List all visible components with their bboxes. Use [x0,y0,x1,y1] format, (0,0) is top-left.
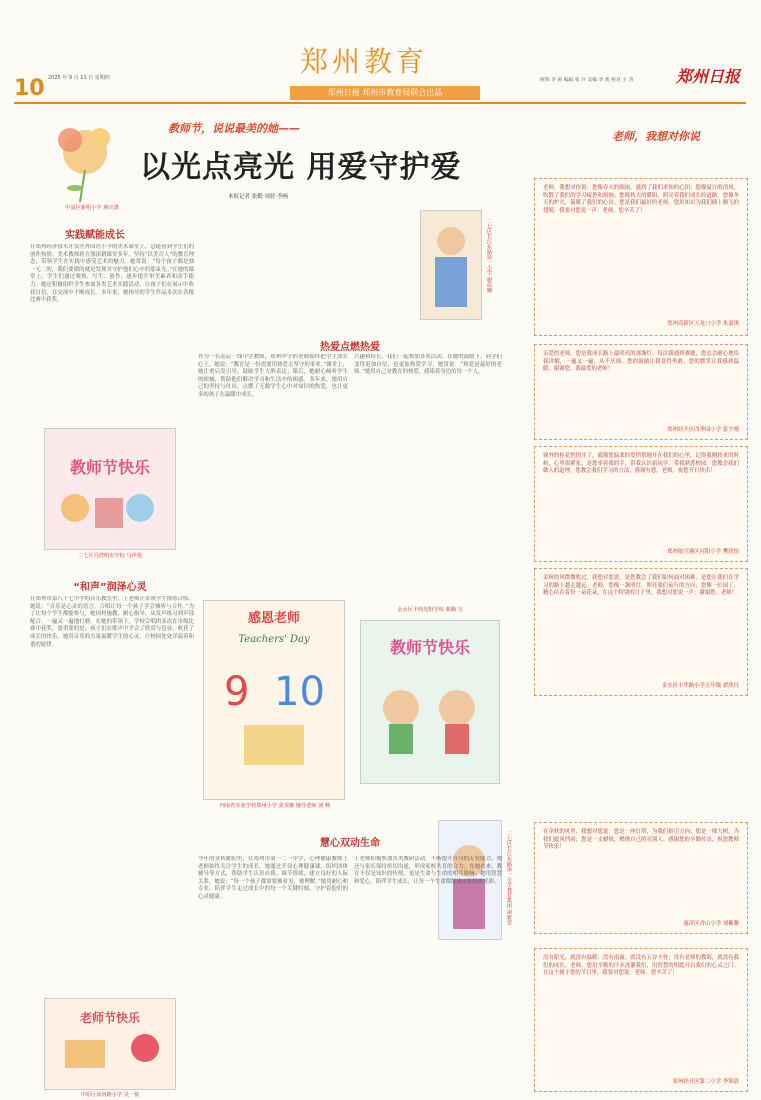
issue-date: 2025 年 9 月 11 日 星期四 [48,75,110,81]
joint-publisher: 郑州日报 郑州市教育局联合出品 [290,86,480,100]
letter-text: 亲爱的老师，您是我成长路上最明亮的那盏灯。每次我遇到难题，您总会耐心地给我讲解，一遍又一遍，从不厌烦。您的鼓励让我变得勇敢，您的微笑让我感到温暖。谢谢您，我最爱的老师！ [543,351,739,373]
article-body: 兴趣和特长，我们一起参加各类活动。在她的鼓励下，同学们变得更加自信，也更加热爱学习。她常说：“热爱是最好的老师。”她用自己对教育的热爱，感染着身边的每一个人。 [354,354,502,376]
child-drawing [203,600,345,800]
child-drawing [44,428,176,550]
drawing-text: 教师节快乐 [389,638,470,657]
article-body: 在郑州经济技术开发区外国语小学的美术课堂上，总能看到学生们的创作热情。美术教师蒋宣涤深耕课堂多年，坚持“以美育人”的教育理念，带领学生在实践中感受艺术的魅力。她常说：“每个孩子都是独一无二的，我们要做的就是发现并守护他们心中的那束光。”在她的课堂上，学生们通过观察、写生、创作，逐步提升审美素养和动手能力。她还积极组织学生参加各类艺术实践活动，让孩子们在展示中收获自信，在交流中不断成长。多年来，她指导的学生作品多次在各级比赛中获奖。 [30,244,194,304]
letter-card [534,948,748,1092]
feature-banner: 教师节，说说最美的她—— [168,122,300,135]
svg-text:10: 10 [274,669,325,715]
image-caption: 金水区丰纬光阳学校 郝腾 宝 [397,607,463,613]
letter-text: 金秋的风微微吹过，我想对您说，是您教会了我们如何面对困难，是您让我们在学习的路上越走越远。老师，您像一盏明灯，照亮我们前行的方向；您像一位园丁，精心培育着每一朵花朵。在这个特别的日子里，我想对您说一声：谢谢您，老师！ [543,575,739,597]
drawing-text: 老师节快乐 [79,1011,140,1025]
image-caption: 二七区冯湾明实学校 马伊曼 [78,553,142,559]
page-number: 10 [14,76,45,101]
section-heading: 慧心双动生命 [320,838,380,849]
letter-signature: 郑州经开区四季园小学 张宇晴 [667,427,739,433]
letter-signature: 金水区丰华路小学五年级 翟欣珏 [661,683,739,689]
letter-card [534,178,748,336]
letter-card [534,344,748,440]
section-heading: “和声”润泽心灵 [73,582,147,593]
article-body: 在郑州市第八十七中学的音乐教室里，王老师正带领学生排练合唱。她说：“音乐是心灵的语言，合唱让每一个孩子学会倾听与合作。”为了让每个学生都能参与，她因材施教，耐心指导，从发声练习到声部配合，一遍又一遍地打磨。在她的带领下，学校合唱团多次在市级比赛中获奖，更重要的是，孩子们在歌声中学会了欣赏与包容，收获了成长的快乐。她用音乐的力量温暖学生的心灵，让校园处处洋溢着和谐的旋律。 [30,596,194,648]
vertical-caption: 二七区长江东路第一小学教育集团 胡紫萱 [506,830,512,926]
letter-text: 窗外的桂花悄悄开了，就像您温柔的爱悄悄地开在我们的心里。记得我刚转来的时候，心里很紧张，是您牵着我的手，带我认识新同学，带我熟悉校园。您教会我们做人的道理，您教会我们学习的方法。感谢有您，老师，祝您节日快乐！ [543,453,739,475]
child-drawing [44,998,176,1090]
drawing-text: Teachers' Day [238,634,310,645]
right-banner: 老师，我想对你说 [612,130,700,143]
letter-text: 在金秋的风里，我想对您说：您是一座灯塔，为我们指引方向；您是一棵大树，为我们遮风挡雨；您是一支蜡烛，燃烧自己照亮别人。感谢您的辛勤付出，祝您教师节快乐！ [543,829,739,851]
byline: 本报记者 张勤 周婷 李杨 [228,194,289,200]
section-heading: 实践赋能成长 [65,230,125,241]
page-title: 以光点亮光 用爱守护爱 [140,150,462,185]
masthead: 郑州教育 [300,45,429,78]
article-body: 王老师积极参加各类教研活动，不断提升自身的专业能力。她还与家长保持密切沟通，形成家校共育的合力。在她看来，教育不仅是知识的传授，更是生命与生命的相互影响。她用智慧和爱心，陪伴学生成长，让每一个生命都绽放出独特的光彩。 [354,856,502,885]
article-body: 今年的金秋暖阳里，在郑州市第一二一中学，心理健康教师王老师始终关注学生的成长。她通过开设心理健康课、组织团体辅导等方式，帮助学生认识自我、调节情绪、建立良好的人际关系。她说：“每一个孩子都需要被看见、被理解。”她用耐心和专业，陪伴学生走过成长中的每一个关键时刻，守护着他们的心灵健康。 [198,856,348,900]
letter-signature: 郑州高新区五龙口小学 朱嘉琪 [667,321,739,327]
header-rule [14,102,746,104]
letter-card [534,568,748,696]
drawing-text: 教师节快乐 [69,458,150,477]
letter-signature: 郑州航空港区河阳小学 樊欣怡 [667,549,739,555]
letter-card [534,822,748,934]
image-caption: 河南省实验学校郑州小学 张雯娜 辅导老师 刘 畅 [219,803,331,809]
flower-decoration [40,110,135,205]
article-body: 作为一名基层一线中学教师，郑州中学的老师始终把学生放在心上。她说：“教育是一份需要用热爱去坚守的事业。”课堂上，她注重启发引导，鼓励学生大胆表达；课后，她耐心倾听学生的烦恼，帮助他们解决学习和生活中的困惑。多年来，她用自己的坚持与付出，点燃了无数学生心中对知识的热爱，也让更多的孩子在温暖中成长。 [198,354,348,398]
letter-card [534,446,748,562]
teacher-drawing [420,210,482,320]
child-drawing [360,620,500,784]
letter-signature: 郑州经开区第二小学 李锦晨 [672,1079,739,1085]
drawing-text: 感恩老师 [247,611,300,626]
image-caption: 中原区汝河路小学 吴一依 [80,1092,140,1098]
svg-text:9: 9 [224,669,250,715]
image-caption: 中原区新明小学 蒋宣涤 [65,205,119,211]
section-heading: 热爱点燃热爱 [320,342,380,353]
vertical-caption: 二七区长江东路第一小学 谢晨曦 [486,218,492,293]
newspaper-logo: 郑州日报 [676,67,741,86]
editors-line: 统筹 李 莉 编辑 张 兵 美编 李 凯 校对 王 苒 [540,78,634,83]
letter-text: 没有阳光，就没有温暖；没有雨露，就没有五谷丰登；没有老师的教诲，就没有我们的成长。老师，您用辛勤的汗水浇灌我们，用智慧的钥匙开启我们的心灵之门。在这个属于您的节日里，我要对您说：老师，您辛苦了！ [543,955,739,977]
letter-text: 老师，我想对你说：您像春天的细雨，滋润了我们求知的心田；您像夏日的清风，吹散了我们的学习疲惫和烦恼；您像秋天的暖阳，照亮着我们成长的道路，您像冬天的炉火，温暖了我们的心房。您是我们最好的老师，您用知识为我们插上腾飞的翅膀，我要对您说一声：老师，您辛苦了！ [543,185,739,214]
letter-signature: 惠济区香山小学 刘紫馨 [683,921,739,927]
